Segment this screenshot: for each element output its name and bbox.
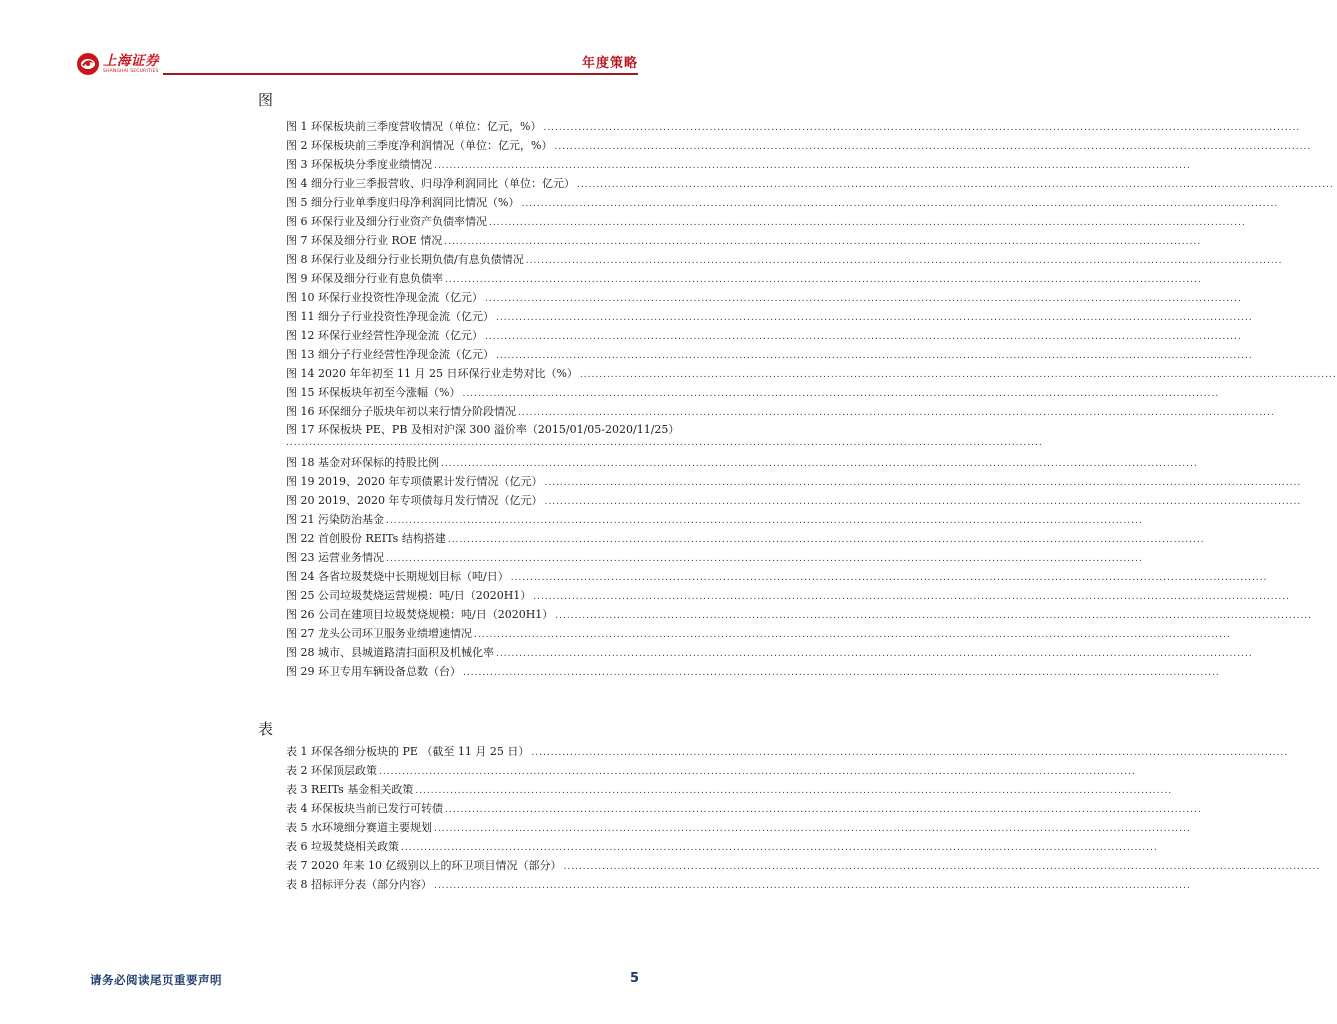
entry-title: 图 24 各省垃圾焚烧中长期规划目标（吨/日） xyxy=(286,570,509,583)
dot-leader xyxy=(531,744,1288,763)
entry-title: 图 21 污染防治基金 xyxy=(286,513,384,526)
page-number: 5 xyxy=(629,971,639,986)
figure-index-entry[interactable] xyxy=(286,269,675,288)
header-rule xyxy=(163,73,638,75)
logo-emblem-icon xyxy=(76,52,100,76)
entry-title: 图 12 环保行业经营性净现金流（亿元） xyxy=(286,329,483,342)
figure-index-entry[interactable] xyxy=(286,472,675,491)
dot-leader xyxy=(544,474,1301,493)
dot-leader xyxy=(489,214,1246,233)
dot-leader xyxy=(448,531,1205,550)
figures-heading: 图 xyxy=(258,91,274,109)
dot-leader xyxy=(485,328,1242,347)
figure-index-entry[interactable] xyxy=(286,136,675,155)
entry-title: 图 15 环保板块年初至今涨幅（%） xyxy=(286,386,461,399)
table-index-entry[interactable] xyxy=(286,799,675,818)
entry-title: 图 3 环保板块分季度业绩情况 xyxy=(286,158,432,171)
entry-title: 图 9 环保及细分行业有息负债率 xyxy=(286,272,443,285)
entry-title: 图 10 环保行业投资性净现金流（亿元） xyxy=(286,291,483,304)
dot-leader xyxy=(415,782,1172,801)
figure-index-entry[interactable] xyxy=(286,453,675,472)
dot-leader xyxy=(462,385,1219,404)
entry-title: 图 8 环保行业及细分行业长期负债/有息负债情况 xyxy=(286,253,524,266)
figure-index-entry[interactable] xyxy=(286,383,675,402)
figure-index-entry[interactable] xyxy=(286,491,675,510)
dot-leader xyxy=(554,138,1311,157)
dot-leader xyxy=(543,119,1300,138)
figure-index-entry[interactable] xyxy=(286,567,675,586)
figure-index-entry[interactable] xyxy=(286,307,675,326)
entry-title: 图 18 基金对环保标的持股比例 xyxy=(286,456,439,469)
dot-leader xyxy=(474,626,1231,645)
dot-leader xyxy=(379,763,1136,782)
dot-leader xyxy=(386,512,1143,531)
figure-index-entry[interactable] xyxy=(286,548,675,567)
entry-title: 图 28 城市、县城道路清扫面积及机械化率 xyxy=(286,646,494,659)
figure-index-entry[interactable] xyxy=(286,529,675,548)
figure-index-entry[interactable] xyxy=(286,117,675,136)
logo-chinese-name: 上海证券 xyxy=(103,52,159,69)
figure-index-entry[interactable] xyxy=(286,421,680,453)
entry-title: 图 19 2019、2020 年专项债累计发行情况（亿元） xyxy=(286,475,543,488)
logo-english-name: SHANGHAI SECURITIES xyxy=(103,68,159,74)
table-index-entry[interactable] xyxy=(286,742,675,761)
dot-leader xyxy=(434,877,1191,896)
figure-index-entry[interactable] xyxy=(286,250,675,269)
dot-leader xyxy=(445,801,1202,820)
figure-index-entry[interactable] xyxy=(286,586,675,605)
dot-leader xyxy=(485,290,1242,309)
entry-title: 图 2 环保板块前三季度净利润情况（单位：亿元，%） xyxy=(286,139,553,152)
table-index-entry[interactable] xyxy=(286,761,675,780)
table-index-list xyxy=(286,742,675,894)
dot-leader xyxy=(463,664,1220,683)
dot-leader xyxy=(533,588,1290,607)
entry-title: 图 14 2020 年年初至 11 月 25 日环保行业走势对比（%） xyxy=(286,367,578,380)
entry-title: 图 23 运营业务情况 xyxy=(286,551,384,564)
entry-title: 图 22 首创股份 REITs 结构搭建 xyxy=(286,532,446,545)
table-index-entry[interactable] xyxy=(286,856,675,875)
entry-title: 图 27 龙头公司环卫服务业绩增速情况 xyxy=(286,627,472,640)
table-index-entry[interactable] xyxy=(286,875,675,894)
figure-index-entry[interactable] xyxy=(286,662,675,681)
dot-leader xyxy=(434,820,1191,839)
entry-title: 表 5 水环境细分赛道主要规划 xyxy=(286,821,432,834)
entry-title: 表 6 垃圾焚烧相关政策 xyxy=(286,840,399,853)
dot-leader xyxy=(444,233,1201,252)
report-type-title: 年度策略 xyxy=(581,56,638,71)
dot-leader xyxy=(580,366,1337,385)
dot-leader xyxy=(496,347,1253,366)
dot-leader xyxy=(496,309,1253,328)
dot-leader xyxy=(521,195,1278,214)
figure-index-entry[interactable] xyxy=(286,624,675,643)
dot-leader xyxy=(286,438,675,452)
entry-title: 图 16 环保细分子版块年初以来行情分阶段情况 xyxy=(286,405,516,418)
tables-heading: 表 xyxy=(258,720,274,738)
table-index-entry[interactable] xyxy=(286,780,675,799)
entry-title: 图 29 环卫专用车辆设备总数（台） xyxy=(286,665,461,678)
figure-index-entry[interactable] xyxy=(286,193,675,212)
figure-index-entry[interactable] xyxy=(286,212,675,231)
dot-leader xyxy=(555,607,1312,626)
dot-leader xyxy=(544,493,1301,512)
page-header xyxy=(0,0,724,80)
figure-index-entry[interactable] xyxy=(286,364,675,383)
page-footer xyxy=(0,972,724,992)
dot-leader xyxy=(511,569,1268,588)
company-logo xyxy=(76,52,159,76)
figure-index-entry[interactable] xyxy=(286,643,675,662)
dot-leader xyxy=(445,271,1202,290)
dot-leader xyxy=(526,252,1283,271)
disclaimer-note: 请务必阅读尾页重要声明 xyxy=(90,973,222,987)
dot-leader xyxy=(496,645,1253,664)
entry-title: 图 5 细分行业单季度归母净利润同比情况（%） xyxy=(286,196,520,209)
entry-title: 图 13 细分子行业经营性净现金流（亿元） xyxy=(286,348,494,361)
entry-title: 图 20 2019、2020 年专项债每月发行情况（亿元） xyxy=(286,494,543,507)
figure-index-entry[interactable] xyxy=(286,174,675,193)
entry-title: 表 4 环保板块当前已发行可转债 xyxy=(286,802,443,815)
entry-title: 图 7 环保及细分行业 ROE 情况 xyxy=(286,234,443,247)
entry-title: 图 25 公司垃圾焚烧运营规模：吨/日（2020H1） xyxy=(286,589,532,602)
entry-title: 图 1 环保板块前三季度营收情况（单位：亿元，%） xyxy=(286,120,542,133)
figure-index-list xyxy=(286,117,680,681)
figure-index-entry[interactable] xyxy=(286,402,675,421)
dot-leader xyxy=(577,176,1334,195)
table-index-entry[interactable] xyxy=(286,837,675,856)
figure-index-entry[interactable] xyxy=(286,510,675,529)
entry-title: 表 7 2020 年来 10 亿级别以上的环卫项目情况（部分） xyxy=(286,859,562,872)
figure-index-entry[interactable] xyxy=(286,288,675,307)
entry-title: 图 11 细分子行业投资性净现金流（亿元） xyxy=(286,310,494,323)
figure-index-entry[interactable] xyxy=(286,231,675,250)
figure-index-entry[interactable] xyxy=(286,345,675,364)
entry-title: 图 26 公司在建项目垃圾焚烧规模：吨/日（2020H1） xyxy=(286,608,554,621)
entry-title: 表 1 环保各细分板块的 PE （截至 11 月 25 日） xyxy=(286,745,530,758)
entry-title: 表 8 招标评分表（部分内容） xyxy=(286,878,432,891)
table-index-entry[interactable] xyxy=(286,818,675,837)
entry-title: 图 17 环保板块 PE、PB 及相对沪深 300 溢价率（2015/01/05-2020/11/25） xyxy=(286,423,680,436)
dot-leader xyxy=(441,455,1198,474)
entry-title: 图 6 环保行业及细分行业资产负债率情况 xyxy=(286,215,487,228)
figure-index-entry[interactable] xyxy=(286,155,675,174)
figure-index-entry[interactable] xyxy=(286,326,675,345)
entry-title: 表 3 REITs 基金相关政策 xyxy=(286,783,414,796)
dot-leader xyxy=(563,858,1320,877)
entry-title: 图 4 细分行业三季报营收、归母净利润同比（单位：亿元） xyxy=(286,177,575,190)
figure-index-entry[interactable] xyxy=(286,605,675,624)
entry-title: 表 2 环保顶层政策 xyxy=(286,764,377,777)
